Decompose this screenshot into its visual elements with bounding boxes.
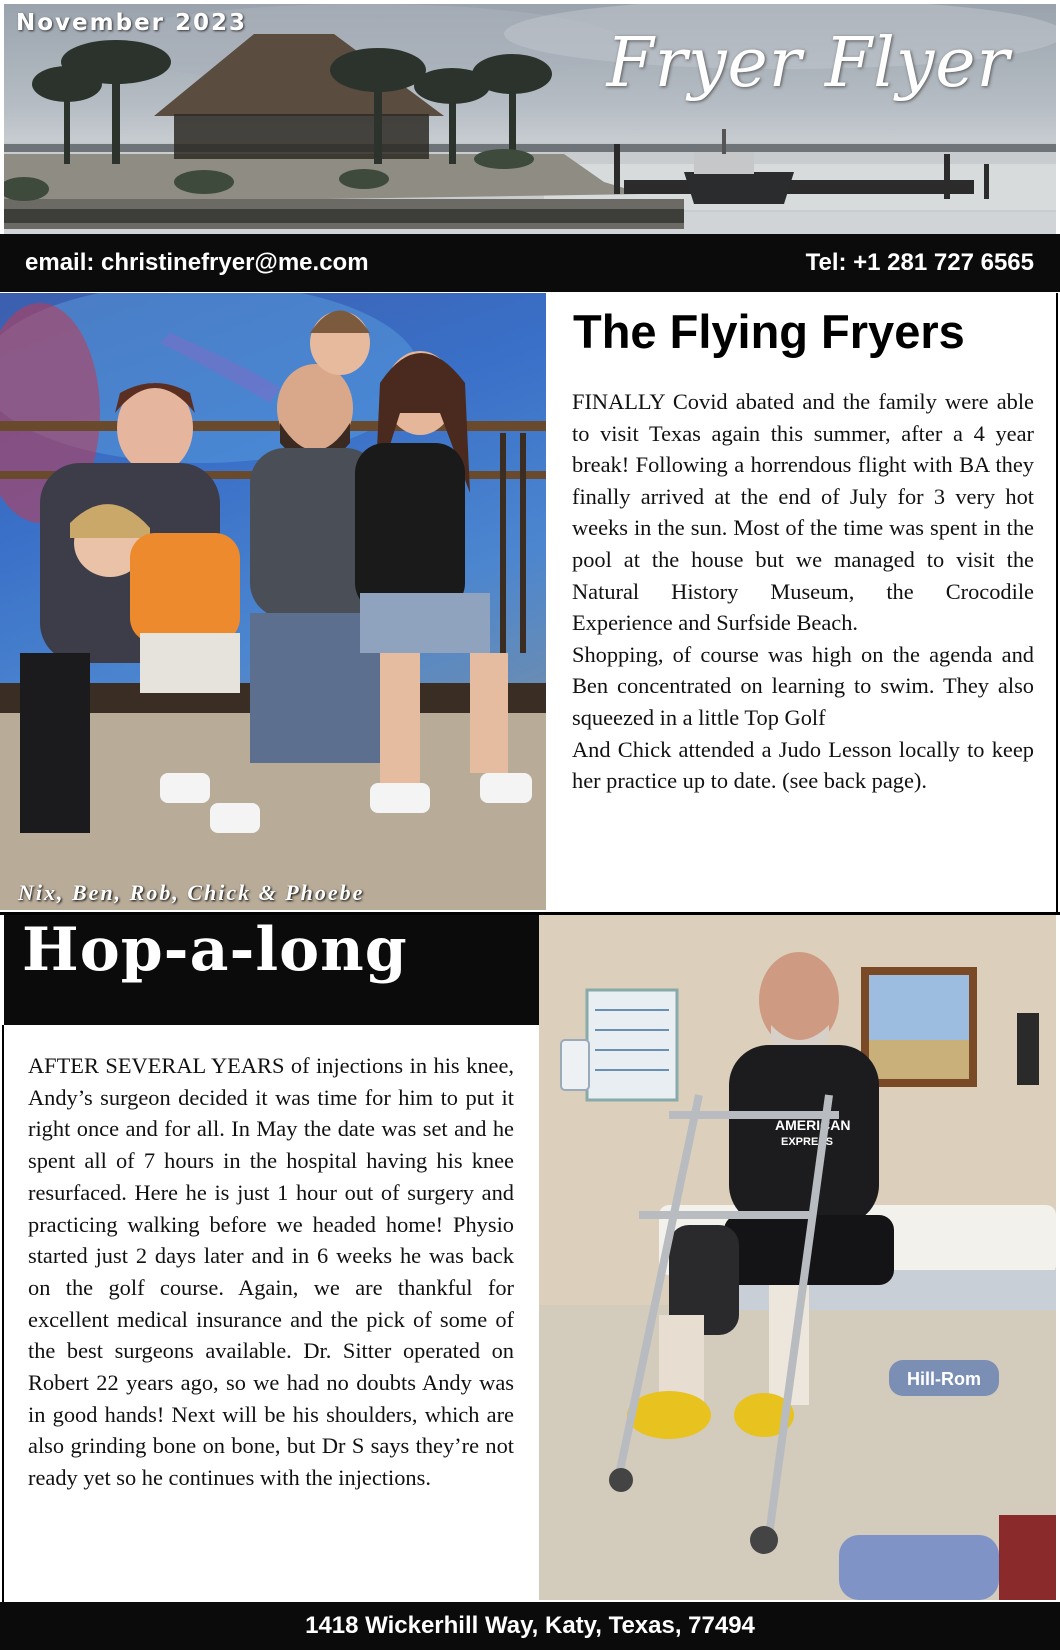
hop-a-long-title: Hop-a-long [22, 915, 408, 985]
family-photo-caption: Nix, Ben, Rob, Chick & Phoebe [18, 880, 365, 905]
footer-bar [0, 1602, 1060, 1650]
hop-a-long-body: AFTER SEVERAL YEARS of injections in his knee, Andy’s surgeon decided it was time for him to put it right once and for all. In May the date was set and he spent all of 7 hours in the hospital having his knee resurfaced. Here he is just 1 hour out of surgery and practicing walking before we headed home! Physio started just 2 days later and in 6 weeks he was back on the golf course. Again, we are thankful for excellent medical insurance and the pick of some of the best surgeons available. Dr. Sitter operated on Robert 22 years ago, so we had no doubts Andy was in good hands! Next will be his shoulders, which are also grinding bone on bone, but Dr S says they’re not ready yet so he continues with the injections. [28, 1053, 514, 1491]
shirt-text-line-1: AMERICAN [775, 1117, 851, 1133]
masthead-title: Fryer Flyer [606, 24, 1010, 103]
hospital-photo [539, 915, 1056, 1600]
phone-text: Tel: +1 281 727 6565 [805, 249, 1034, 276]
email-text: email: christinefryer@me.com [25, 249, 369, 276]
footer-address: 1418 Wickerhill Way, Katy, Texas, 77494 [305, 1612, 755, 1639]
bed-brand-label: Hill-Rom [907, 1369, 981, 1389]
right-border-rule [1056, 293, 1058, 913]
family-photo [0, 293, 546, 910]
family-scene [0, 293, 546, 910]
flying-fryers-body [572, 386, 1034, 797]
hospital-scene [539, 915, 1056, 1600]
flying-fryers-paragraph-3: And Chick attended a Judo Lesson locally to keep her practice up to date. (see back page). [572, 736, 1034, 794]
flying-fryers-paragraph-1: FINALLY Covid abated and the family were able to visit Texas again this summer, after a 4 year break! Following a horrendous flight with BA they finally arrived at the end of July for 3 very hot weeks in the sun. Most of the time was spent in the pool at the house but we managed to visit the Natural History Museum, the Crocodile Experience and Surfside Beach. [572, 389, 1034, 636]
left-border-rule [2, 1025, 4, 1602]
contact-bar [0, 234, 1060, 292]
issue-date: November 2023 [16, 10, 248, 36]
flying-fryers-title: The Flying Fryers [573, 305, 965, 358]
shirt-text-line-2: EXPRESS [781, 1136, 833, 1148]
flying-fryers-paragraph-2: Shopping, of course was high on the agenda and Ben concentrated on learning to swim. They also squeezed in a little Top Golf [572, 641, 1034, 730]
